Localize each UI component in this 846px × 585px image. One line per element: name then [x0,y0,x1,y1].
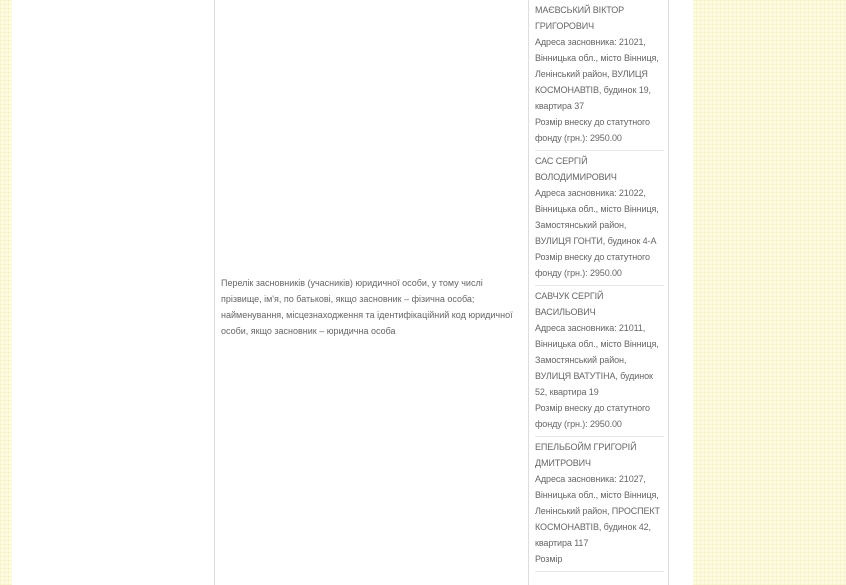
founder-contribution: Розмір внеску до статутного фонду (грн.): 2950.00 [535,117,650,143]
label-cell [215,0,529,585]
founder-address: Адреса засновника: 21011, Вінницька обл., місто Вінниця, Замостянський район, ВУЛИЦЯ ВАТУТІНА, будинок 52, квартира 19 [535,323,659,397]
founder-contribution: Розмір внеску до статутного фонду (грн.): 2950.00 [535,252,650,278]
founders-label: Перелік засновників (учасників) юридичної особи, у тому числі прізвище, ім'я, по батькові, якщо засновник – фізична особа; найменування, місцезнаходження та ідентифікаційний код юридичної особи, якщо засновник – юридична особа [221,278,513,336]
founder-item [535,286,664,437]
founders-list [529,0,668,585]
founder-item [535,151,664,286]
page-content [12,0,693,585]
founder-address: Адреса засновника: 21022, Вінницька обл., місто Вінниця, Замостянський район, ВУЛИЦЯ ГОНТИ, будинок 4-А [535,188,659,246]
founder-name: МАЄВСЬКИЙ ВІКТОР ГРИГОРОВИЧ [535,5,625,31]
founder-address: Адреса засновника: 21027, Вінницька обл., місто Вінниця, Ленінський район, ПРОСПЕКТ КОСМОНАВТІВ, будинок 42, квартира 117 [535,474,660,548]
founder-address: Адреса засновника: 21021, Вінницька обл., місто Вінниця, Ленінський район, ВУЛИЦЯ КОСМОНАВТІВ, будинок 19, квартира 37 [535,37,659,111]
founder-name: ЕПЕЛЬБОЙМ ГРИГОРІЙ ДМИТРОВИЧ [535,442,637,468]
founder-item [535,437,664,572]
founder-name: САС СЕРГІЙ ВОЛОДИМИРОВИЧ [535,156,617,182]
founder-contribution: Розмір внеску до статутного фонду (грн.): 2950.00 [535,403,650,429]
founder-name: САВЧУК СЕРГІЙ ВАСИЛЬОВИЧ [535,291,604,317]
founder-contribution: Розмір [535,554,563,564]
founder-item [535,0,664,151]
details-table [214,0,669,585]
